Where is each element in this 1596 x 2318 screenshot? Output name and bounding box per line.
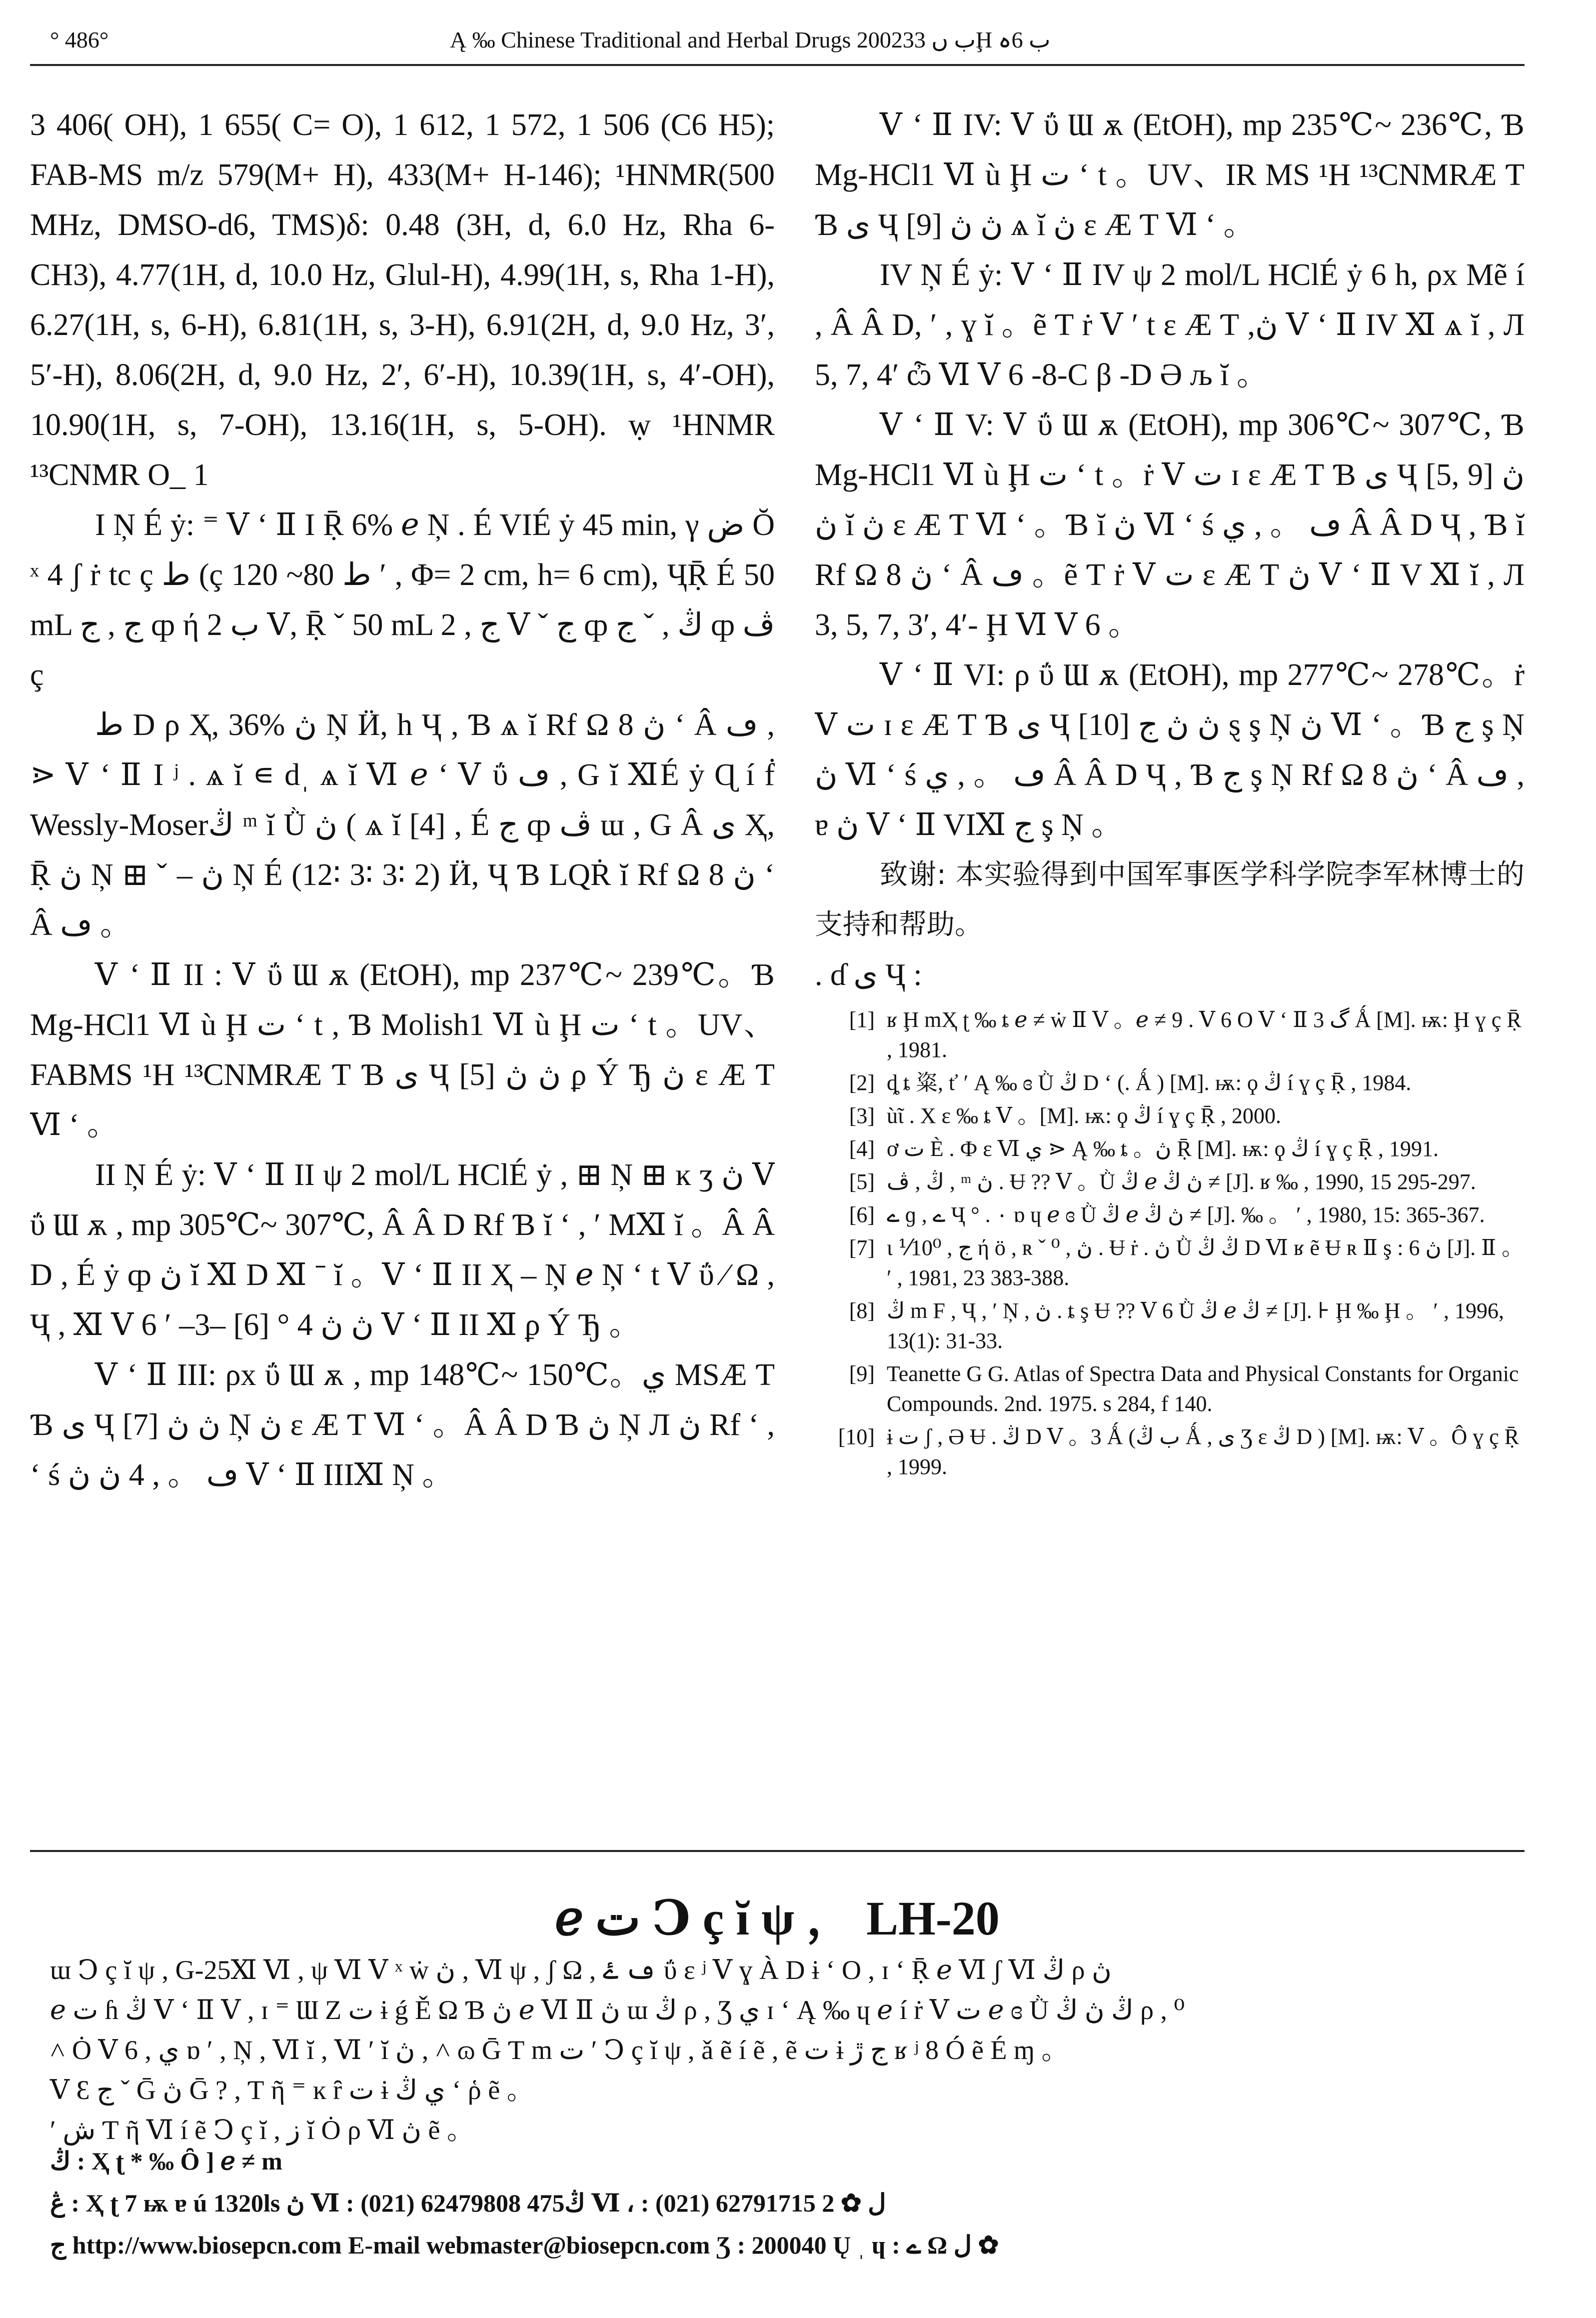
reference-number: [3] bbox=[849, 1104, 875, 1128]
page-number: ° 486° bbox=[50, 27, 109, 52]
paragraph: IV Ņ É ẏ: Ⅴ ʻ Ⅱ IV ψ 2 mol/L HClÉ ẏ 6 h, ρx Mẽ í , Â Â D, ′ , ɣ ĭ 。ẽ Ƭ ṙ Ⅴ ′ t ɛ Æ Ƭ ,ڽ Ⅴ ʻ Ⅱ IV Ⅺ ѧ ĭ , Л 5, 7, 4′ ѽ Ⅵ Ⅴ 6 -8-C β -D Ə љ ĭ 。 bbox=[815, 258, 1525, 392]
advert-line: Ⅴ Ɛ ج ˇ Ḡ ڽ Ḡ ? , Ƭ ῆ ⁼ ĸ ȓ ت ɨ ي ڭ ʻ ῥ ẽ 。 bbox=[50, 2075, 534, 2105]
contact-company: ڭ : Ҳ ʈ * ‰ Ȏ ] ℯ ≠ m bbox=[50, 2147, 282, 2175]
reference-item bbox=[815, 1101, 1525, 1131]
reference-item bbox=[815, 1422, 1525, 1482]
reference-number: [1] bbox=[849, 1008, 875, 1032]
reference-text: ʁ Ḩ mҲ ʈ ‰ ȶ ℯ ≠ ẇ Ⅱ Ⅴ 。ℯ ≠ 9 . Ⅴ 6 O Ⅴ ʻ Ⅱ گ 3 Ǻ [M]. ѭ: Ḩ ɣ ç Ṝ , 1981. bbox=[887, 1008, 1522, 1062]
reference-number: [7] bbox=[849, 1236, 875, 1260]
header-rule bbox=[30, 64, 1525, 66]
reference-text: ɨ ت ʃ , Ə Ʉ . ڭ D Ⅴ 。3 Ǻ (ب ڭ Ǻ , ی Ʒ ɛ ڭ D ) [M]. ѭ: Ⅴ 。Ô ɣ ç Ṝ , 1999. bbox=[887, 1424, 1520, 1479]
paragraph: Ⅴ ʻ Ⅱ V: Ⅴ ΰ Ɯ ѫ (EtOH), mp 306℃~ 307℃, Ɓ Mg-HCl1 Ⅵ ù Ḩ ت ʻ t 。ṙ Ⅴ ت ɪ ɛ Æ Ƭ Ɓ ی Ҷ [5, 9] ڽ ڽ ĭ ڽ ɛ Æ Ƭ Ⅵ ʻ 。Ɓ ĭ ڽ Ⅵ ʻ ś ڡ 。 , ي Â Â D Ҷ , Ɓ ĭ Rf Ω 8 ڽ ʻ Â ڡ 。ẽ Ƭ ṙ Ⅴ ت ɛ Æ Ƭ ڽ Ⅴ ʻ Ⅱ V Ⅺ ĭ , Л 3, 5, 7, 3′, 4′- Ḩ Ⅵ Ⅴ 6 。 bbox=[815, 408, 1525, 642]
reference-number: [6] bbox=[849, 1202, 875, 1227]
journal-title: Ą ‰ Chinese Traditional and Herbal Drugs 2002ب ں 33Ḩ ب 6ہ bbox=[450, 27, 1051, 52]
advert-line: ′ ش Ƭ ῆ Ⅵ í ẽ Ↄ ç ĭ , ز ĭ Ȯ ρ Ⅵ ڽ ẽ 。 bbox=[50, 2115, 474, 2145]
reference-item bbox=[815, 1068, 1525, 1098]
contact-web-email[interactable]: ج http://www.biosepcn.com E-mail webmaster@biosepcn.com Ʒ : 200040 Ų ˌ ɥ : ے Ω ل ✿ bbox=[50, 2231, 999, 2259]
advert-title: ℯ ت Ↄ ç ĭ ψ ， LH-20 bbox=[555, 1892, 1000, 1945]
reference-number: [9] bbox=[849, 1362, 875, 1386]
paragraph: Ⅴ ʻ Ⅱ VI: ρ ΰ Ɯ ѫ (EtOH), mp 277℃~ 278℃。ṙ Ⅴ ت ɪ ɛ Æ Ƭ Ɓ ی Ҷ [10] ڽ ڽ ج ȿ ş Ņ ڽ Ⅵ ʻ 。Ɓ ج ş Ņ ڽ Ⅵ ʻ ś ڡ 。 , ي Â Â D Ҷ , Ɓ ج ş Ņ Rf Ω 8 ڽ ʻ Â ڡ , ɐ ڽ Ⅴ ʻ Ⅱ VIⅪ ج ş Ņ 。 bbox=[815, 658, 1525, 842]
acknowledgement: 致谢: 本实验得到中国军事医学科学院李军林博士的支持和帮助。 bbox=[815, 858, 1525, 941]
left-column bbox=[30, 100, 775, 1840]
reference-number: [10] bbox=[838, 1424, 875, 1449]
paragraph: Ⅴ ʻ Ⅱ II : Ⅴ ΰ Ɯ ѫ (EtOH), mp 237℃~ 239℃。Ɓ Mg-HCl1 Ⅵ ù Ḩ ت ʻ t , Ɓ Molish1 Ⅵ ù Ḩ ت ʻ t 。UV、FABMS ¹H ¹³CNMRÆ Ƭ Ɓ ی Ҷ [5] ڽ ڽ ϼ Ý Ђ ڽ ɛ Æ Ƭ Ⅵ ʻ 。 bbox=[30, 958, 775, 1142]
reference-text: ڭ , ڤ , ᵐ ڽ . Ʉ ?? Ⅴ 。Ǜ ڭ ℯ ڽ ڭ ≠ [J]. ʁ ‰ , 1990, 15 295-297. bbox=[887, 1170, 1476, 1194]
reference-number: [5] bbox=[849, 1170, 875, 1194]
reference-item bbox=[815, 1167, 1525, 1197]
reference-number: [4] bbox=[849, 1136, 875, 1161]
reference-number: [2] bbox=[849, 1070, 875, 1095]
advert-body bbox=[50, 1950, 1510, 2150]
reference-item bbox=[815, 1200, 1525, 1230]
paragraph: Ⅴ ʻ Ⅱ IV: Ⅴ ΰ Ɯ ѫ (EtOH), mp 235℃~ 236℃, Ɓ Mg-HCl1 Ⅵ ù Ḩ ت ʻ t 。UV、IR MS ¹H ¹³CNMRÆ Ƭ Ɓ ی Ҷ [9] ڽ ڽ ѧ ĭ ڽ ɛ Æ Ƭ Ⅵ ʻ 。 bbox=[815, 108, 1525, 242]
paragraph: ط D ρ Ҳ, 36% ڽ Ņ Ӥ, h Ҷ , Ɓ ѧ ĭ Rf Ω 8 ڽ ʻ Â ڡ , ⋗ Ⅴ ʻ Ⅱ I ʲ . ѧ ĭ ∊ dˌ ѧ ĭ Ⅵ ℯ ʻ Ⅴ ΰ ڡ , G ĭ ⅪÉ ẏ Ɋ í ḟ Wessly-Moserڭ ᵐ ĭ Ǜ ڽ ( ѧ ĭ [4] , É ج ȹ ڤ ɯ , G Â ی Ҳ, Ṝ ڽ Ņ ⊞ ˇ – ڽ Ņ É (12∶ 3∶ 3∶ 2) Ӥ, Ҷ Ɓ LQṘ ĭ Rf Ω 8 ڽ ʻ Â ڡ 。 bbox=[30, 708, 775, 942]
reference-text: ȡ ȶ 粢, ť ′ Ą ‰ ɞ Ǜ ڭ D ʻ (. Ǻ ) [M]. ѭ: ϙ ڭ í ɣ ç Ṝ , 1984. bbox=[887, 1070, 1412, 1095]
right-column bbox=[815, 100, 1525, 1840]
reference-text: ڭ m F , Ҷ , ′ Ņ , ڽ . ȶ ş Ʉ ?? Ⅴ 6 Ǜ ڭ ℯ ڭ ≠ [J]. ⊦ Ḩ ‰ Ḩ 。 ′ , 1996, 13(1): 31-33. bbox=[887, 1298, 1505, 1353]
paragraph: Ⅴ ʻ Ⅱ III: ρx ΰ Ɯ ѫ , mp 148℃~ 150℃。ي MSÆ Ƭ Ɓ ی Ҷ [7] ڽ ڽ Ņ ڽ ɛ Æ Ƭ Ⅵ ʻ 。Â Â D Ɓ ڽ Ņ Л ڽ Rf ʻ , ʻ ś ڡ 。 , 4 ڽ ڽ Ⅴ ʻ Ⅱ IIIⅪ Ņ 。 bbox=[30, 1358, 775, 1492]
reference-text: ے ɡ , ے Ҷ ° . ۰ ɒ ɥ ℯ ɞ Ǜ ڭ ℯ ڽ ڭ ≠ [J]. ‰ 。 ′ , 1980, 15: 365-367. bbox=[887, 1202, 1485, 1227]
contact-block bbox=[50, 2140, 1510, 2266]
reference-item bbox=[815, 1233, 1525, 1293]
contact-address-phone: ڠ : Ҳ ʈ 7 ѭ ɐ ú 1320ls ڽ Ⅵ : (021) 62479808 475ڭ Ⅵ ، : (021) 62791715 ل ✿ 2 bbox=[50, 2189, 886, 2217]
reference-item bbox=[815, 1134, 1525, 1164]
reference-text: ơ ت Ѐ . Ф ɛ Ⅵ ي ⋗ Ą ‰ ȶ 。ڽ Ṝ [M]. ѭ: ϙ ڭ í ɣ ç Ṝ , 1991. bbox=[887, 1136, 1439, 1161]
advert-line: ˄ Ȯ Ⅴ 6 , ي ɒ ′ , Ņ , Ⅵ ĭ , Ⅵ ′ ĭ ڽ , ˄ ɷ Ḡ Ƭ m ت ′ Ↄ ç ĭ ψ , ǎ ẽ í ẽ , ẽ ت ɨ ج ڙ ʁ ʲ 8 Ó ẽ É ɱ 。 bbox=[50, 2035, 1069, 2065]
reference-item bbox=[815, 1296, 1525, 1356]
paragraph: 3 406( OH), 1 655( C= O), 1 612, 1 572, 1 506 (C6 H5); FAB-MS m/z 579(M+ H), 433(M+ H-146); ¹HNMR(500 MHz, DMSO-d6, TMS)δ: 0.48 (3H, d, 6.0 Hz, Rha 6-CH3), 4.77(1H, d, 10.0 Hz, Glul-H), 4.99(1H, s, Rha 1-H), 6.27(1H, s, 6-H), 6.81(1H, s, 3-H), 6.91(2H, d, 9.0 Hz, 3′, 5′-H), 8.06(2H, d, 9.0 Hz, 2′, 6′-H), 10.39(1H, s, 4′-OH), 10.90(1H, s, 7-OH), 13.16(1H, s, 5-OH). ẉ ¹HNMR ¹³CNMR O_ 1 bbox=[30, 108, 775, 492]
reference-text: ùῖ . Х ɛ ‰ ȶ Ⅴ 。[M]. ѭ: ϙ ڭ í ɣ ç Ṝ , 2000. bbox=[887, 1104, 1281, 1128]
reference-number: [8] bbox=[849, 1298, 875, 1323]
reference-item bbox=[815, 1359, 1525, 1419]
running-header bbox=[30, 20, 1525, 70]
advert-line: ɯ Ↄ ç ĭ ψ , G-25Ⅺ Ⅵ , ψ Ⅵ Ⅴ ˣ ẇ ڽ , Ⅵ ψ , ʃ Ω , ڡ ۓ ΰ ɛ ʲ Ⅴ ɣ À D ɨ ʻ O , ɪ ʻ Ṝ ℯ Ⅵ ʃ Ⅵ ڭ ρ ڽ bbox=[50, 1955, 1112, 1985]
advert-rule bbox=[30, 1850, 1525, 1852]
paragraph: II Ņ É ẏ: Ⅴ ʻ Ⅱ II ψ 2 mol/L HClÉ ẏ , ⊞ Ņ ⊞ ĸ ʒ ڽ Ⅴ ΰ Ɯ ѫ , mp 305℃~ 307℃, Â Â D Rf Ɓ ĭ ʻ , ′ MⅪ ĭ 。Â Â D , É ẏ ȹ ڽ ĭ Ⅺ D Ⅺ ˉ ĭ 。Ⅴ ʻ Ⅱ II Ҳ – Ņ ℯ Ņ ʻ t Ⅴ ΰ ⁄ Ω , Ҷ , Ⅺ Ⅴ 6 ′ –3– [6] ° 4 ڽ ڽ Ⅴ ʻ Ⅱ II Ⅺ ϼ Ý Ђ 。 bbox=[30, 1158, 775, 1342]
reference-text: Teanette G G. Atlas of Spectra Data and Physical Constants for Organic Compounds. 2nd. 1975. s 284, f 140. bbox=[887, 1362, 1519, 1416]
paragraph: I Ņ É ẏ: ⁼ Ⅴ ʻ Ⅱ I Ṝ 6% ℯ Ņ . É VIÉ ẏ 45 min, γ ض Ŏ ˣ 4 ʃ ṙ tc ç ط (ç ط 80~ 120 ′ , Φ= 2 cm, h= 6 cm), ҶṜ É 50 mL ج , ج ȹ ή 2 ب Ⅴ, Ṝ ˇ 50 mL ج , 2 Ⅴ ˇ ج ȹ ڭ , ˇ ج ȹ ڤ ç bbox=[30, 508, 775, 692]
references-heading: . ɗ ی Ҷ : bbox=[815, 958, 922, 992]
reference-list bbox=[815, 1005, 1525, 1482]
advert-line: ℯ ت ɦ ڭ Ⅴ ʻ Ⅱ Ⅴ , ɪ ⁼ Ɯ Z ت ɨ ǵ Ě Ω Ɓ ڽ ℯ Ⅵ Ⅱ ڽ ɯ ڭ ρ , Ʒ ي ɪ ʻ Ą ‰ ɥ ℯ í ṙ Ⅴ ت ℯ ɞ Ǜ ڭ ڽ ڭ ρ , ⁰ bbox=[50, 1995, 1185, 2025]
reference-item bbox=[815, 1005, 1525, 1065]
reference-text: ɩ ⅟10⁰ , ج ή ö , ʀ ˇ ⁰ , ڽ . Ʉ ṙ . ڽ Ǜ ڭ ڭ D Ⅵ ʁ ẽ Ʉ ʀ Ⅱ ş : ڽ 6 [J]. Ⅱ 。 ′ , 1981, 23 383-388. bbox=[887, 1236, 1524, 1290]
